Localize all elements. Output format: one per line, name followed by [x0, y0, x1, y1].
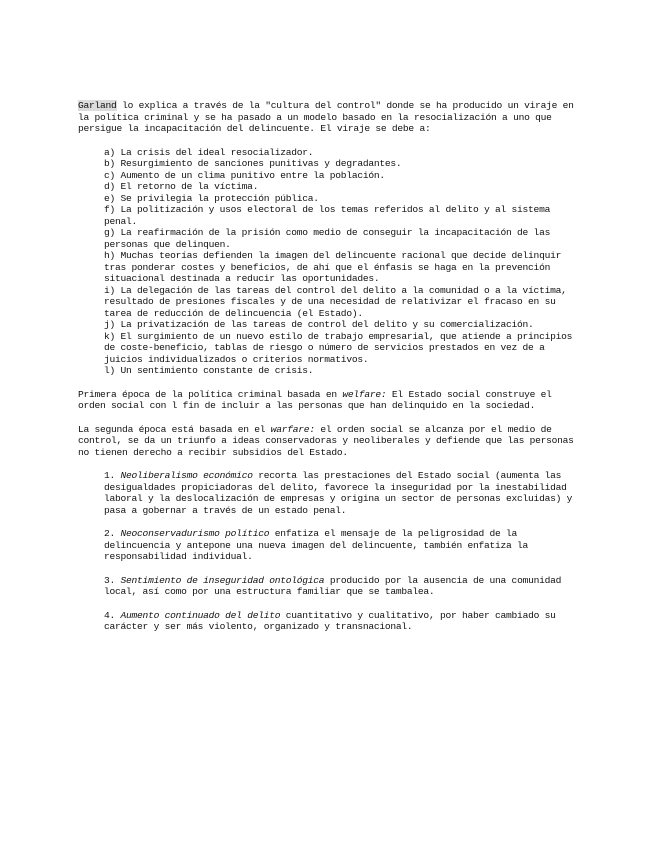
- factor-item: [104, 610, 578, 633]
- cause-item: h) Muchas teorías defienden la imagen del delincuente racional que decide delinquir tras ponderar costes y beneficios, de ahí que el énfasis se haga en la prevención situacional destinada a reducir las oportunidades.: [104, 250, 562, 284]
- factor-term: Neoconservadurismo político: [120, 528, 270, 539]
- cause-item: d) El retorno de la víctima.: [104, 181, 259, 192]
- factor-number: 2.: [104, 528, 121, 539]
- factors-list: [78, 470, 578, 633]
- cause-item: l) Un sentimiento constante de crisis.: [104, 365, 314, 376]
- factor-number: 1.: [104, 470, 121, 481]
- intro-paragraph: [78, 100, 578, 135]
- welfare-term: welfare:: [342, 388, 387, 400]
- warfare-paragraph: [78, 424, 578, 459]
- factor-text: producido por la ausencia de una comunidad local, así como por una estructura familiar que se tambalea.: [104, 574, 562, 597]
- cause-item: k) El surgimiento de un nuevo estilo de trabajo empresarial, que atiende a principios de coste-beneficio, tablas de riesgo o número de servicios prestados en vez de a juicios individualizados o criterios normativos.: [104, 330, 573, 365]
- factor-text: cuantitativo y cualitativo, por haber cambiado su carácter y ser más violento, organizado y transnacional.: [104, 609, 556, 632]
- cause-item: b) Resurgimiento de sanciones punitivas y degradantes.: [104, 158, 402, 169]
- factor-item: [104, 470, 578, 516]
- factor-term: Neoliberalismo económico: [120, 470, 253, 481]
- warfare-pre: La segunda época está basada en el: [78, 423, 271, 435]
- cause-item: f) La politización y usos electoral de los temas referidos al delito y al sistema penal.: [104, 204, 551, 227]
- cause-item: a) La crisis del ideal resocializador.: [104, 146, 314, 158]
- cause-item: c) Aumento de un clima punitivo entre la población.: [104, 169, 385, 181]
- highlighted-author: Garland: [78, 100, 117, 111]
- factor-item: [104, 528, 578, 563]
- welfare-paragraph: [78, 389, 578, 412]
- warfare-post: el orden social se alcanza por el medio de control, se da un triunfo a ideas conservadoras y neoliberales y defiende que las personas no tienen derecho a recibir subsidios del Estado.: [78, 423, 574, 458]
- intro-text: lo explica a través de la "cultura del control" donde se ha producido un viraje en la política criminal y se ha pasado a un modelo basado en la resocialización a uno que persigue la incapacitación del delincuente. El viraje se debe a:: [78, 100, 574, 134]
- factor-number: 4.: [104, 609, 121, 621]
- cause-item: i) La delegación de las tareas del control del delito a la comunidad o a la víctima, resultado de presiones fiscales y de una necesidad de relativizar el fracaso en su tarea de reducción de delincuencia (el Estado).: [104, 284, 567, 319]
- cause-item: e) Se privilegia la protección pública.: [104, 192, 319, 204]
- cause-item: g) La reafirmación de la prisión como medio de conseguir la incapacitación de las personas que delinquen.: [104, 227, 551, 250]
- factor-text: enfatiza el mensaje de la peligrosidad de la delincuencia y antepone una nueva imagen del delincuente, también enfatiza la responsabilidad individual.: [104, 528, 529, 562]
- factor-item: [104, 575, 578, 598]
- welfare-post: El Estado social construye el orden social con l fin de incluir a las personas que han delinquido en la sociedad.: [78, 388, 552, 411]
- warfare-term: warfare:: [270, 423, 315, 435]
- welfare-pre: Primera época de la política criminal basada en: [78, 388, 343, 400]
- factor-term: Sentimiento de inseguridad ontológica: [120, 574, 325, 586]
- cause-item: j) La privatización de las tareas de control del delito y su comercialización.: [104, 319, 534, 330]
- document-page: [78, 100, 578, 645]
- factor-term: Aumento continuado del delito: [120, 609, 281, 621]
- causes-list: [78, 147, 578, 377]
- factor-text: recorta las prestaciones del Estado social (aumenta las desigualdades propiciadoras del delito, favorece la inseguridad por la inestabilidad laboral y la deslocalización de empresas y origina un sector de personas excluidas) y pasa a gobernar a través de un estado penal.: [104, 470, 573, 516]
- factor-number: 3.: [104, 574, 121, 586]
